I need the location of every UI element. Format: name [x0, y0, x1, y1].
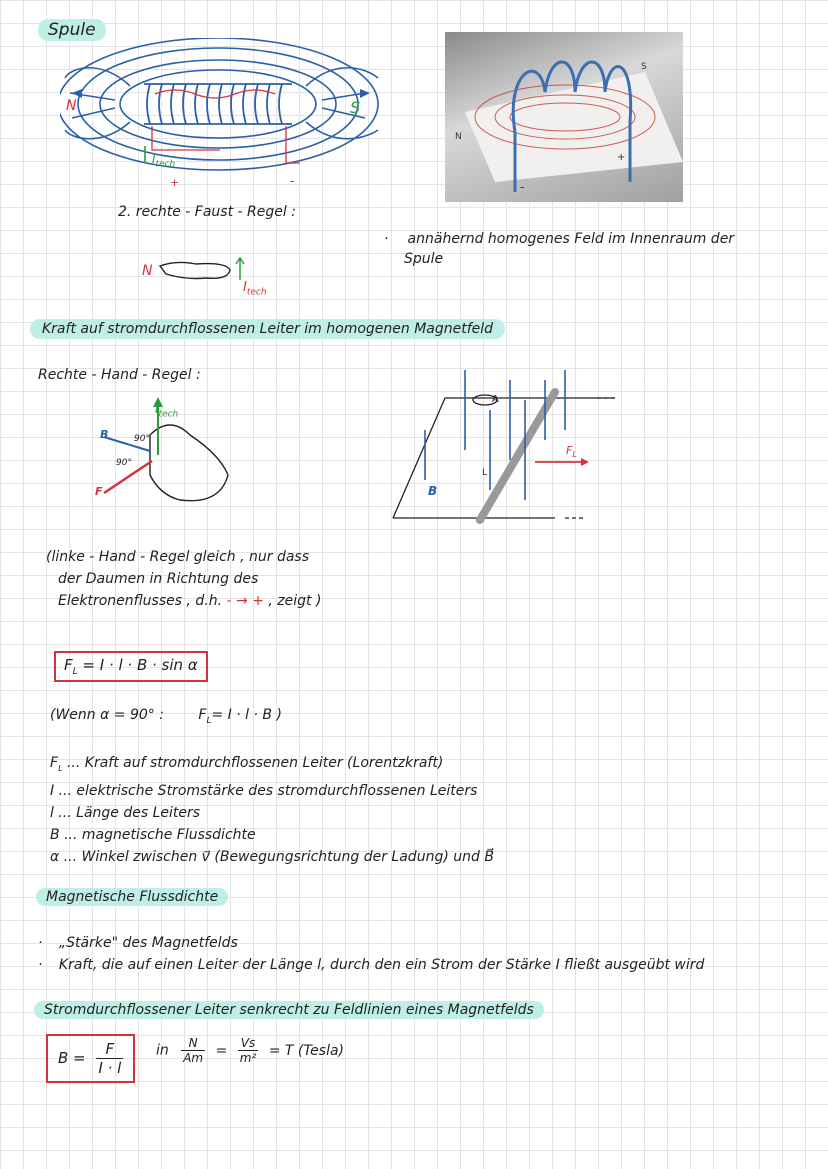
photo-label-n: N: [455, 132, 462, 142]
photo-label-plus: +: [617, 152, 626, 163]
heading-kraft: Kraft auf stromdurchflossenen Leiter im homogenen Magnetfeld: [30, 319, 505, 339]
section-senkrecht: [34, 999, 544, 1019]
fist-icon: [156, 254, 246, 284]
bullet-homogen: [384, 228, 764, 268]
legend-item-alpha: α ... Winkel zwischen v⃗ (Bewegungsrichtung der Ladung) und B⃗: [50, 848, 494, 865]
heading-spule: Spule: [38, 19, 106, 41]
note-line2: der Daumen in Richtung des: [58, 571, 259, 587]
photo-label-s: S: [641, 62, 647, 72]
heading-fluss: Magnetische Flussdichte: [36, 888, 228, 906]
bullet-line1: annähernd homogenes Feld im Innenraum der: [407, 231, 735, 247]
legend-item-i: I ... elektrische Stromstärke des stromdurchflossenen Leiters: [50, 782, 478, 799]
fig-label-a: A: [492, 394, 499, 405]
hand-label-f: F: [95, 485, 103, 498]
fluss-bullets: [38, 932, 704, 976]
hand-label-b: B: [100, 428, 109, 441]
fig-label-b: B: [428, 484, 438, 498]
photo-label-minus: -: [520, 180, 525, 194]
section-kraft: [30, 318, 505, 338]
fist-label-n: N: [142, 263, 153, 279]
fig-label-fl: $F_L$: [566, 444, 577, 460]
fist-label-itech: $I_{tech}$: [243, 280, 267, 298]
heading-senkrecht: Stromdurchflossener Leiter senkrecht zu Feldlinien eines Magnetfelds: [34, 1001, 544, 1019]
coil-label-s: S: [350, 98, 361, 117]
note-linke-hand: [46, 546, 321, 612]
coil-label-plus: +: [170, 176, 180, 189]
coil-photo: [445, 32, 683, 202]
hand-angle-2: 90°: [116, 458, 132, 468]
section-fluss: [36, 886, 228, 906]
bullet-line2: Spule: [404, 251, 444, 267]
note-line1: (linke - Hand - Regel gleich , nur dass: [46, 549, 309, 565]
fluss-bullet-2: · Kraft, die auf einen Leiter der Länge l, durch den ein Strom der Stärke I fließt ausgeübt wird: [38, 957, 705, 973]
conductor-field-diagram: [385, 370, 625, 530]
bullet-dot: ·: [384, 231, 389, 247]
hand-angle-1: 90°: [134, 434, 150, 444]
rule-faust: 2. rechte - Faust - Regel :: [118, 204, 296, 220]
legend-item-l: l ... Länge des Leiters: [50, 804, 201, 821]
fluss-bullet-1: · „Stärke" des Magnetfelds: [38, 935, 238, 951]
coil-label-minus: -: [290, 174, 295, 188]
coil-label-itech: $I_{tech}$: [152, 152, 176, 170]
formula-lorentz: $F_L = I \cdot l \cdot B \cdot \sin \alpha$: [54, 651, 208, 682]
coil-field-diagram: [60, 38, 390, 198]
section-spule: [38, 20, 106, 40]
formula-flussdichte: B = $\frac{F}{I \cdot l}$: [46, 1034, 135, 1083]
condition-90: (Wenn α = 90° : $F_L= I \cdot l \cdot B$ ): [50, 707, 282, 726]
heading-rechte-hand: Rechte - Hand - Regel :: [38, 367, 201, 383]
unit-conversion: in $\frac{N}{Am}$ = $\frac{Vs}{\text{m²}}$ = T (Tesla): [156, 1036, 345, 1065]
legend-item-fl: $F_L$ ... Kraft auf stromdurchflossenen Leiter (Lorentzkraft): [50, 755, 444, 773]
coil-label-n: N: [66, 98, 77, 114]
legend-item-b: B ... magnetische Flussdichte: [50, 826, 256, 843]
fig-label-l: L: [482, 468, 488, 478]
legend-list: [50, 752, 494, 868]
note-line3: Elektronenflusses , d.h. - → + , zeigt ): [58, 593, 322, 609]
hand-label-itech: $I_{tech}$: [155, 402, 179, 420]
